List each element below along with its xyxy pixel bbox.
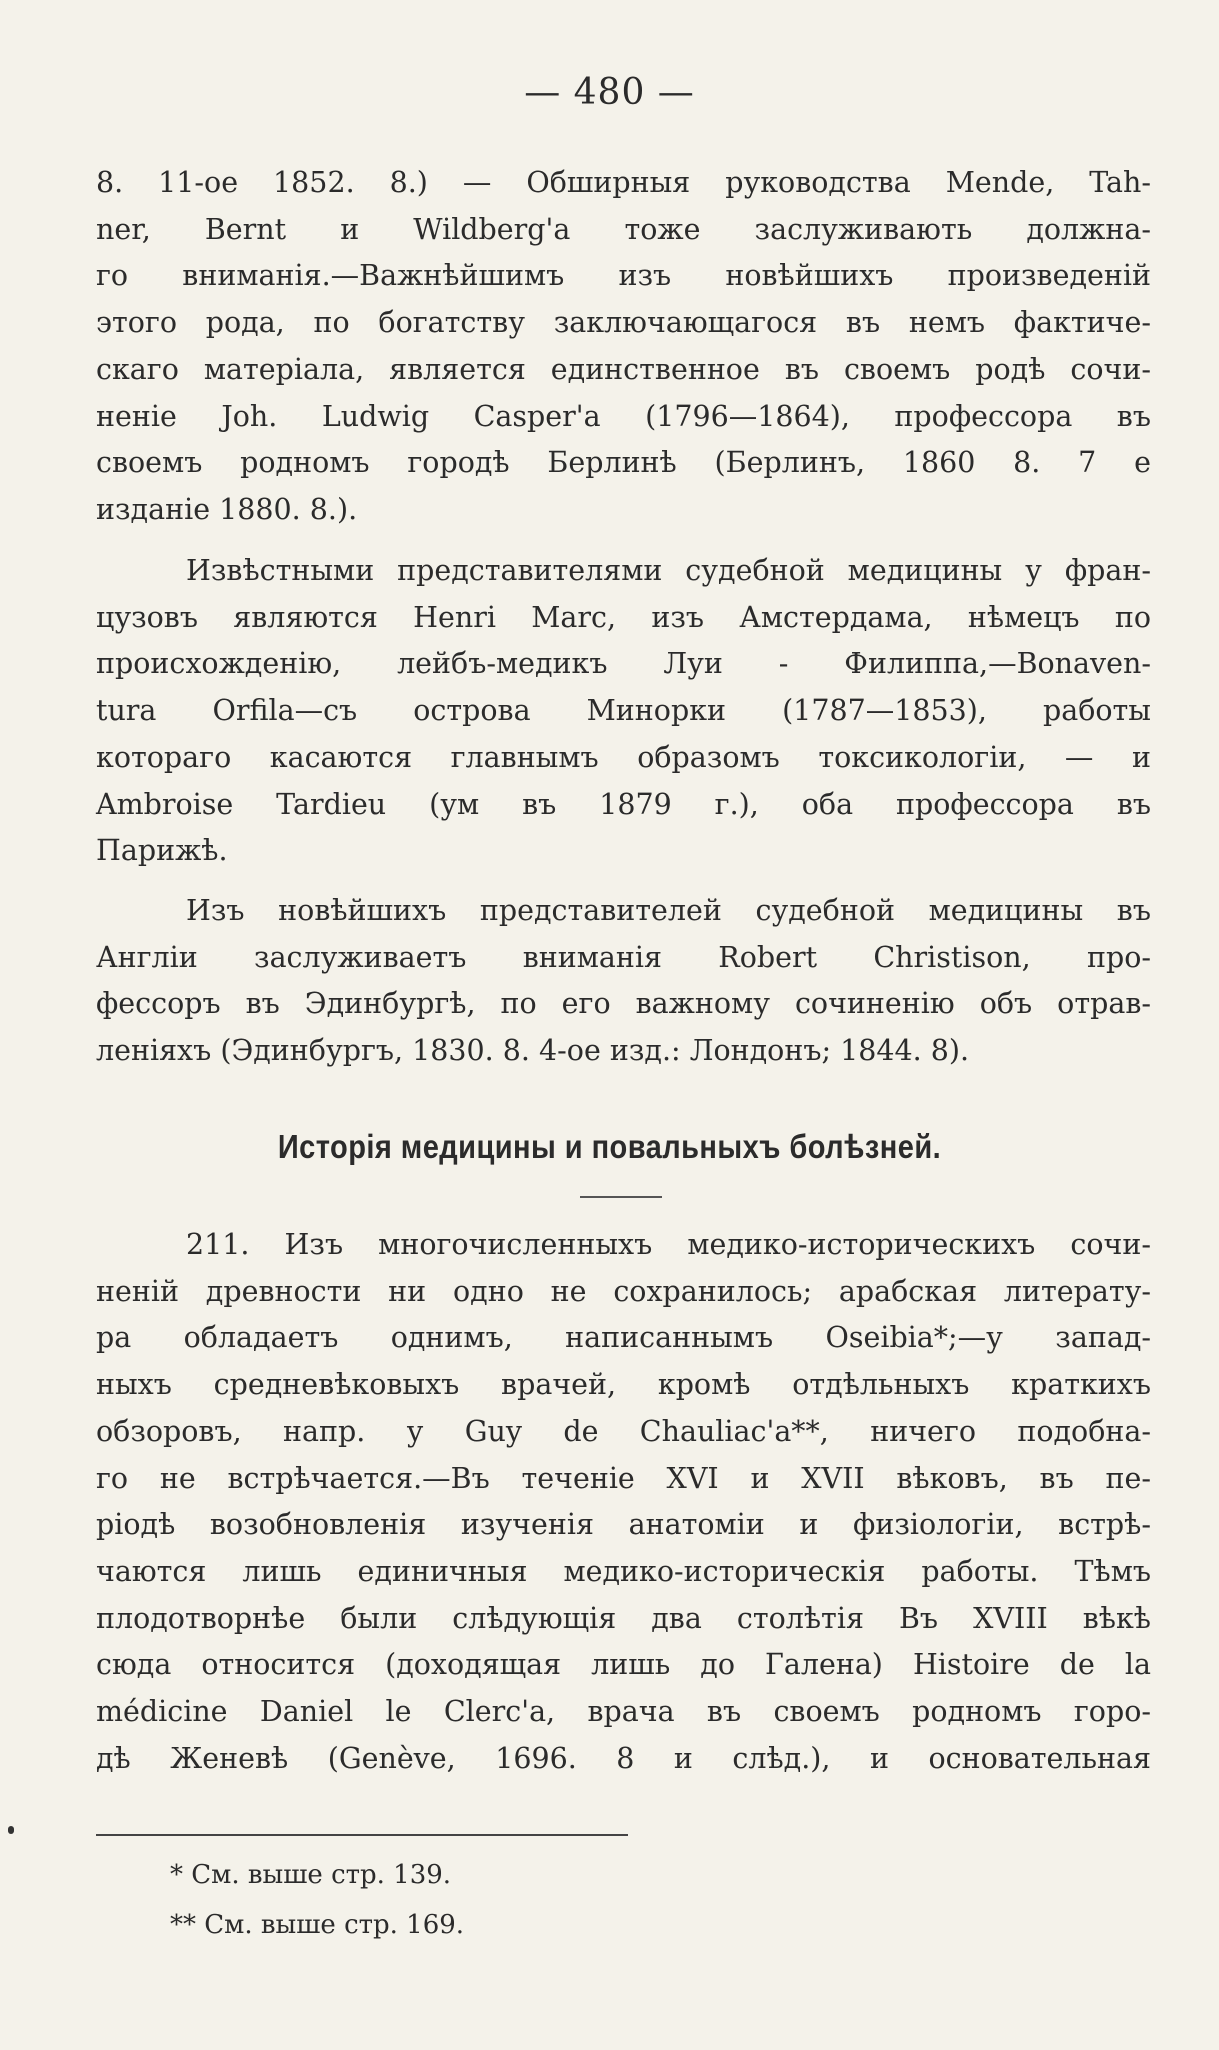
text-line: котораго касаются главнымъ образомъ токсикологіи, — и — [96, 740, 1151, 774]
paragraph-forensic-england — [96, 888, 1151, 1075]
footnote-item: ** См. выше стр. 169. — [170, 1910, 465, 1940]
text-line: Изъ новѣйшихъ представителей судебной медицины въ — [186, 894, 1151, 927]
text-line: чаются лишь единичныя медико-историческія работы. Тѣмъ — [96, 1554, 1151, 1588]
footnotes — [170, 1850, 464, 1950]
text-line: ныхъ средневѣковыхъ врачей, кромѣ отдѣльныхъ краткихъ — [96, 1368, 1151, 1402]
text-line: этого рода, по богатству заключающагося въ немъ фактиче- — [96, 306, 1151, 340]
text-line: неній древности ни одно не сохранилось; арабская литерату- — [96, 1274, 1151, 1308]
paragraph-history-medicine — [96, 1222, 1151, 1782]
text-line: Ambroise Tardieu (ум въ 1879 г.), оба профессора въ — [96, 787, 1151, 821]
text-line: обзоровъ, напр. у Guy de Chauliac'a**, ничего подобна- — [96, 1414, 1151, 1448]
footnote-divider — [96, 1834, 628, 1836]
text-line: леніяхъ (Эдинбургъ, 1830. 8. 4-ое изд.: Лондонъ; 1844. 8). — [96, 1034, 970, 1068]
text-line: цузовъ являются Henri Marc, изъ Амстердама, нѣмецъ по — [96, 600, 1151, 634]
text-line: 8. 11-ое 1852. 8.) — Обширныя руководства Mende, Tah- — [96, 166, 1151, 199]
heading-divider — [580, 1196, 662, 1198]
text-line: фессоръ въ Эдинбургѣ, по его важному сочиненію объ отрав- — [96, 987, 1151, 1021]
text-line: Англіи заслуживаетъ вниманія Robert Christison, про- — [96, 940, 1151, 974]
text-line: изданіе 1880. 8.). — [96, 492, 358, 526]
text-line: médicine Daniel le Clerc'a, врача въ своемъ родномъ горо- — [96, 1695, 1151, 1729]
text-line: сюда относится (доходящая лишь до Галена) Histoire de la — [96, 1648, 1151, 1682]
text-line: Извѣстными представителями судебной медицины у фран- — [186, 554, 1151, 587]
text-line: ра обладаетъ однимъ, написаннымъ Oseibia*;—у запад- — [96, 1321, 1151, 1355]
section-heading: Исторія медицины и повальныхъ болѣзней. — [277, 1128, 942, 1165]
text-line: дѣ Женевѣ (Genève, 1696. 8 и слѣд.), и основательная — [96, 1741, 1151, 1775]
text-line: плодотворнѣе были слѣдующія два столѣтія Въ XVIII вѣкѣ — [96, 1601, 1151, 1635]
text-line: ріодѣ возобновленія изученія анатоміи и физіологіи, встрѣ- — [96, 1508, 1151, 1542]
text-line: го не встрѣчается.—Въ теченіе XVI и XVII вѣковъ, въ пе- — [96, 1461, 1151, 1495]
paragraph-forensic-germany — [96, 160, 1151, 534]
text-line: tura Orfila—съ острова Минорки (1787—1853), работы — [96, 694, 1151, 728]
text-line: неніе Joh. Ludwig Casper'a (1796—1864), профессора въ — [96, 399, 1151, 433]
paragraph-forensic-france — [96, 548, 1151, 875]
text-line: своемъ родномъ городѣ Берлинѣ (Берлинъ, 1860 8. 7 е — [96, 446, 1151, 480]
text-line: Парижѣ. — [96, 834, 228, 868]
footnote-item: * См. выше стр. 139. — [170, 1860, 452, 1890]
text-line: скаго матеріала, является единственное въ своемъ родѣ сочи- — [96, 352, 1151, 386]
text-line: ner, Bernt и Wildberg'a тоже заслуживають должна- — [96, 212, 1151, 246]
text-line: го вниманія.—Важнѣйшимъ изъ новѣйшихъ произведеній — [96, 259, 1151, 293]
ink-speck — [8, 1826, 14, 1834]
page-number: — 480 — — [524, 72, 695, 113]
text-line: 211. Изъ многочисленныхъ медико-историческихъ сочи- — [186, 1228, 1151, 1261]
text-line: происхожденію, лейбъ-медикъ Луи - Филиппа,—Bonaven- — [96, 647, 1151, 681]
